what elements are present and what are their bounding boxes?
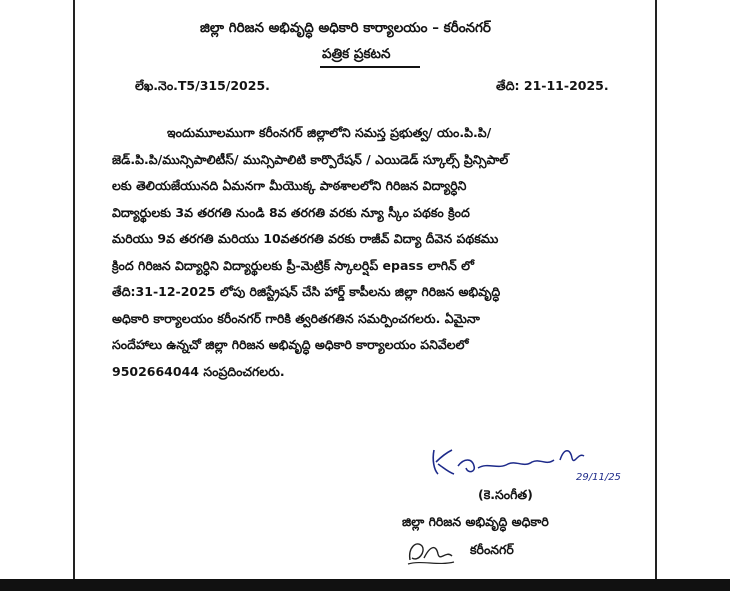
reference-number: లేఖ.నెం.T5/315/2025. [135, 78, 270, 93]
svg-text:29/11/25: 29/11/25 [576, 472, 621, 482]
body-line: సందేహాలు ఉన్నచో జిల్లా గిరిజన అభివృద్ధి అధికారి కార్యాలయం పనివేలలో [112, 337, 469, 352]
body-line: విద్యార్థులకు 3వ తరగతి నుండి 8వ తరగతి వరకు న్యూ స్కీం పథకం క్రింద [112, 204, 470, 220]
body-line: తేది:31-12-2025 లోపు రిజిస్ట్రేషన్ చేసి హార్డ్ కాపీలను జిల్లా గిరిజన అభివృద్ధి [112, 284, 501, 299]
body-line: ఇందుమూలముగా కరీంనగర్ జిల్లాలోని సమస్త ప్రభుత్వ/ యం.పి.పి/ [167, 125, 492, 140]
title-underline [320, 66, 420, 68]
body-line: మరియు 9వ తరగతి మరియు 10వతరగతి వరకు రాజీవ్ విద్యా దీవెన పథకము [112, 231, 499, 246]
issue-date: తేది: 21-11-2025. [496, 78, 609, 93]
page-border-left [73, 0, 75, 591]
body-line: క్రింద గిరిజన విద్యార్ధిని విద్యార్థులకు ప్రీ-మెట్రిక్ స్కాలర్షిప్ epass లాగిన్ లో [112, 257, 475, 273]
signatory-designation: జిల్లా గిరిజన అభివృద్ధి అధికారి [402, 514, 549, 529]
notice-body [112, 120, 652, 385]
body-line: జెడ్.పి.పి/మున్సిపాలిటీస్/ మున్సిపాలిటి కార్పొరేషన్ / ఎయిడెడ్ స్కూల్స్ ప్రిన్సిపాల్ [112, 151, 509, 167]
office-header: జిల్లా గిరిజన అభివృద్ధి అధికారి కార్యాలయం – కరీంనగర్ [200, 20, 491, 36]
handwritten-signature [428, 440, 628, 482]
body-line: 9502664044 సంప్రదించగలరు. [112, 363, 285, 379]
body-line: అధికారి కార్యాలయం కరీంనగర్ గారికి త్వరితగతిన సమర్పించగలరు. ఏమైనా [112, 310, 480, 326]
body-line: లకు తెలియజేయునది ఏమనగా మీయొక్క పాఠశాలలోని గిరిజన విద్యార్ధిని [112, 178, 467, 193]
page-border-bottom [0, 579, 730, 591]
signatory-place: కరీంనగర్ [470, 542, 514, 557]
initials-mark [402, 536, 458, 568]
press-release-title: పత్రిక ప్రకటన [322, 46, 391, 62]
signatory-name: (కె.సంగీత) [478, 487, 533, 502]
page-border-right [655, 0, 657, 591]
